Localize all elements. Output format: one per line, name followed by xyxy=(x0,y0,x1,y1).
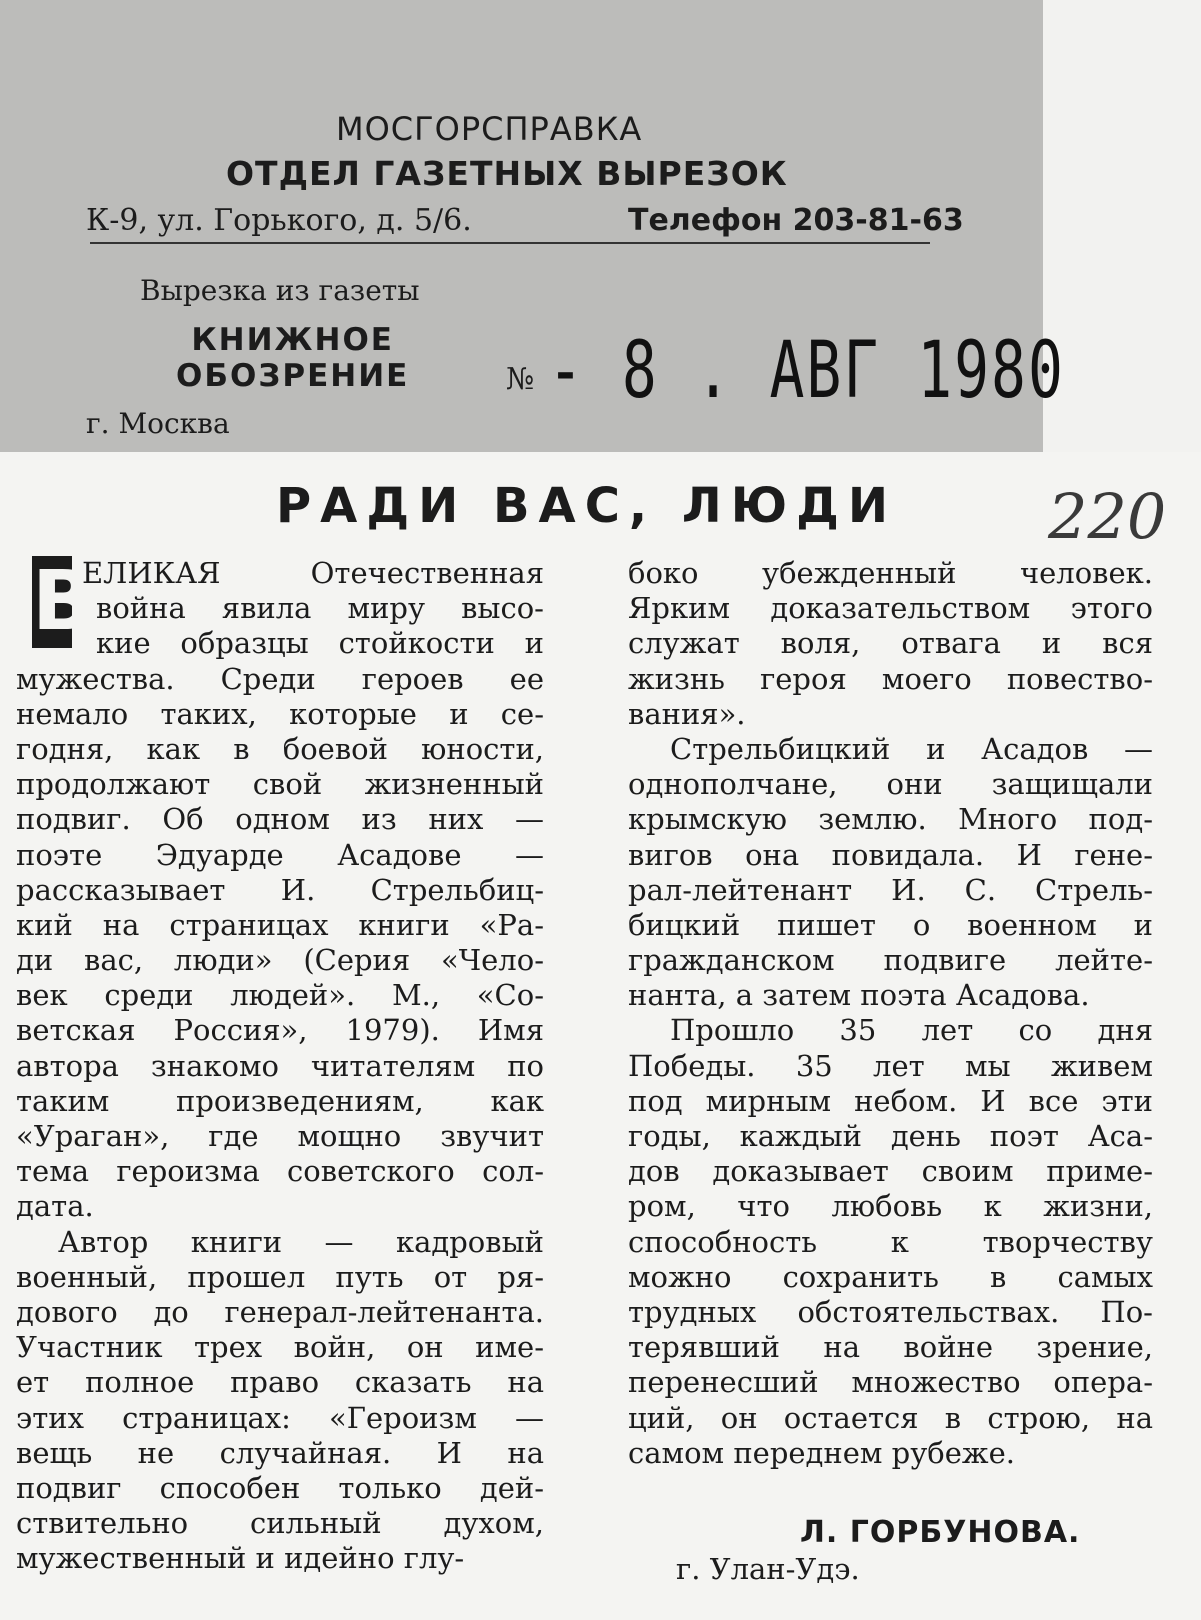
article-line: вигов она повидала. И гене- xyxy=(628,837,1153,872)
author-city: г. Улан-Удэ. xyxy=(676,1552,860,1586)
article-left-column xyxy=(16,556,544,1576)
article-line: служат воля, отвага и вся xyxy=(628,626,1153,661)
article-line: рал-лейтенант И. С. Стрель- xyxy=(628,872,1153,907)
article-line: автора знакомо читателям по xyxy=(16,1048,544,1083)
drop-cap: В xyxy=(32,554,95,649)
article-line: годня, как в боевой юности, xyxy=(16,731,544,766)
article-line: вания». xyxy=(628,696,746,731)
article-right-column xyxy=(628,556,1153,1471)
newspaper-city: г. Москва xyxy=(86,407,230,440)
newspaper-name-line2: ОБОЗРЕНИЕ xyxy=(176,358,410,394)
article-line: кие образцы стойкости и xyxy=(96,626,544,661)
agency-name: МОСГОРСПРАВКА xyxy=(336,110,643,148)
article-line: поэте Эдуарде Асадове — xyxy=(16,837,544,872)
article-line: ди вас, люди» (Серия «Чело- xyxy=(16,943,544,978)
article-line: жизнь героя моего повество- xyxy=(628,661,1153,696)
article-line: дов доказывает своим приме- xyxy=(628,1154,1153,1189)
article-line: ЕЛИКАЯ Отечественная xyxy=(82,556,544,590)
article-line: под мирным небом. И все эти xyxy=(628,1083,1153,1118)
article-line: ет полное право сказать на xyxy=(16,1365,544,1400)
article-line: бицкий пишет о военном и xyxy=(628,907,1153,942)
margin-strip xyxy=(1043,0,1201,452)
article-line: Стрельбицкий и Асадов — xyxy=(670,731,1153,766)
article-line: ветская Россия», 1979). Имя xyxy=(16,1013,544,1048)
article-line: Ярким доказательством этого xyxy=(628,591,1153,626)
article-line: дового до генерал-лейтенанта. xyxy=(16,1294,544,1329)
article-line: перенесший множество опера- xyxy=(628,1365,1153,1400)
newspaper-name xyxy=(176,322,409,394)
article-line: продолжают свой жизненный xyxy=(16,767,544,802)
article-line: гражданском подвиге лейте- xyxy=(628,943,1153,978)
department-name: ОТДЕЛ ГАЗЕТНЫХ ВЫРЕЗОК xyxy=(226,154,788,193)
date-stamp: - 8 . АВГ 1980 xyxy=(548,324,1065,416)
article-line: годы, каждый день поэт Аса- xyxy=(628,1119,1153,1153)
article-author: Л. ГОРБУНОВА. xyxy=(800,1515,1081,1550)
article-line: век среди людей». М., «Со- xyxy=(16,978,544,1013)
article-line: ствительно сильный духом, xyxy=(16,1506,544,1541)
article-line: способность к творчеству xyxy=(628,1224,1153,1259)
article-line: дата. xyxy=(16,1189,94,1224)
article-line: крымскую землю. Много под- xyxy=(628,802,1153,837)
article-line: «Ураган», где мощно звучит xyxy=(16,1119,544,1153)
article-line: ром, что любовь к жизни, xyxy=(628,1189,1153,1224)
article-line: подвиг. Об одном из них — xyxy=(16,802,544,837)
article-line: терявший на войне зрение, xyxy=(628,1330,1153,1365)
article-line: Победы. 35 лет мы живем xyxy=(628,1048,1153,1083)
cut-from-label: Вырезка из газеты xyxy=(140,274,420,307)
article-line: Прошло 35 лет со дня xyxy=(670,1013,1153,1048)
article-line: подвиг способен только дей- xyxy=(16,1470,544,1505)
article-line: кий на страницах книги «Ра- xyxy=(16,907,544,942)
article-line: нанта, а затем поэта Асадова. xyxy=(628,978,1090,1013)
article-line: Автор книги — кадровый xyxy=(58,1224,544,1259)
article-line: этих страницах: «Героизм — xyxy=(16,1400,544,1435)
article-line: вещь не случайная. И на xyxy=(16,1435,544,1470)
article-line: боко убежденный человек. xyxy=(628,556,1153,590)
article-line: таким произведениям, как xyxy=(16,1083,544,1118)
article-title: РАДИ ВАС, ЛЮДИ xyxy=(276,478,897,534)
article-line: ций, он остается в строю, на xyxy=(628,1400,1153,1435)
header-divider xyxy=(90,242,930,244)
article-line: Участник трех войн, он име- xyxy=(16,1330,544,1365)
article-line: немало таких, которые и се- xyxy=(16,696,544,731)
article-line: тема героизма советского сол- xyxy=(16,1154,544,1189)
article-line: мужества. Среди героев ее xyxy=(16,661,544,696)
issue-number-label: № xyxy=(506,362,535,397)
article-line: самом переднем рубеже. xyxy=(628,1435,1015,1470)
article-line: рассказывает И. Стрельбиц- xyxy=(16,872,544,907)
article-line: война явила миру высо- xyxy=(96,591,544,626)
agency-phone: Телефон 203-81-63 xyxy=(628,203,964,238)
agency-address: К-9, ул. Горького, д. 5/6. xyxy=(86,203,472,238)
article-line: военный, прошел путь от ря- xyxy=(16,1259,544,1294)
article-line: можно сохранить в самых xyxy=(628,1259,1153,1294)
article-line: трудных обстоятельствах. По- xyxy=(628,1294,1153,1329)
article-line: однополчане, они защищали xyxy=(628,767,1153,802)
handwritten-number: 220 xyxy=(1048,480,1167,553)
newspaper-name-line1: КНИЖНОЕ xyxy=(191,322,394,358)
article-line: мужественный и идейно глу- xyxy=(16,1541,465,1576)
